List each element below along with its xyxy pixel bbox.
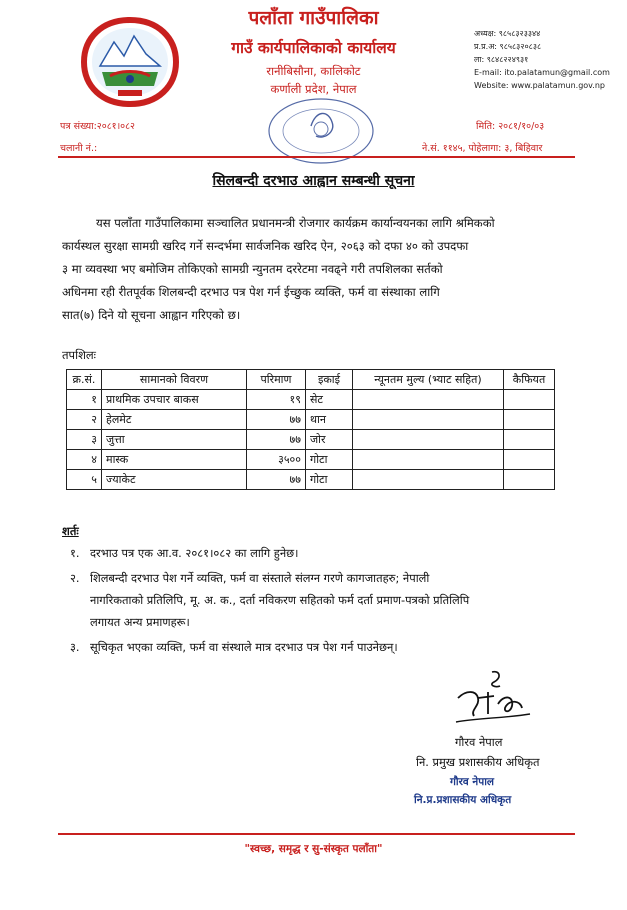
- table-header-row: [67, 370, 555, 390]
- header-divider: [58, 156, 575, 158]
- cell-remarks: [504, 410, 555, 430]
- condition-item: [70, 636, 580, 658]
- table-row: [67, 410, 555, 430]
- condition-line: दरभाउ पत्र एक आ.व. २०८१।०८२ का लागि हुनेछ।: [90, 546, 299, 560]
- condition-item: [70, 542, 580, 564]
- cell-price: [353, 430, 504, 450]
- cell-price: [353, 410, 504, 430]
- org-name: पलाँता गाउँपालिका: [248, 7, 379, 29]
- header-cell: सामानको विवरण: [102, 370, 247, 390]
- conditions-list: [70, 542, 580, 658]
- condition-item: [70, 567, 580, 633]
- cell-unit: थान: [306, 410, 353, 430]
- cell-unit: गोटा: [306, 450, 353, 470]
- cell-sn: १: [67, 390, 102, 410]
- cell-remarks: [504, 450, 555, 470]
- condition-number: २.: [70, 571, 80, 585]
- table-row: [67, 470, 555, 490]
- notice-body: [62, 212, 582, 327]
- patra-sankhya: पत्र संख्या:२०८१।०८२: [60, 121, 135, 132]
- condition-line: लगायत अन्य प्रमाणहरू।: [90, 615, 190, 629]
- body-line: ३ मा व्यवस्था भए बमोजिम तोकिएको सामग्री न्युनतम दररेटमा नवढ्ने गरी तपशिलका सर्तको: [62, 262, 443, 276]
- condition-line: नागरिकताको प्रतिलिपि, मू. अ. क., दर्ता नविकरण सहितको फर्म दर्ता प्रमाण-पत्रको प्रतिलिपि: [90, 593, 470, 607]
- cell-unit: गोटा: [306, 470, 353, 490]
- office-name: गाउँ कार्यपालिकाको कार्यालय: [231, 39, 396, 57]
- footer-divider: [58, 833, 575, 835]
- cell-item: ज्याकेट: [102, 470, 247, 490]
- cell-sn: ३: [67, 430, 102, 450]
- cell-price: [353, 450, 504, 470]
- cell-unit: सेट: [306, 390, 353, 410]
- cell-qty: ३५००: [247, 450, 306, 470]
- header-cell: परिमाण: [247, 370, 306, 390]
- cell-sn: २: [67, 410, 102, 430]
- nepal-samvat-date: ने.सं. ११४५, पोहेलागा: ३, बिहिवार: [422, 143, 543, 154]
- footer-slogan: "स्वच्छ, समृद्ध र सु-संस्कृत पलाँता": [244, 843, 383, 855]
- table-row: [67, 450, 555, 470]
- cell-sn: ५: [67, 470, 102, 490]
- contact-line: प्र.प्र.अ: ९८५८३२०८३८: [474, 42, 542, 51]
- header-cell: कैफियत: [504, 370, 555, 390]
- condition-number: ३.: [70, 640, 80, 654]
- cell-qty: ७७: [247, 470, 306, 490]
- cell-price: [353, 390, 504, 410]
- cell-qty: ७७: [247, 430, 306, 450]
- website-line: Website: www.palatamun.gov.np: [474, 81, 605, 90]
- contact-line: ला: ९८४८२२४९३१: [474, 55, 529, 64]
- contact-block: [474, 27, 610, 92]
- cell-item: हेलमेट: [102, 410, 247, 430]
- table-row: [67, 430, 555, 450]
- miti-date: मिति: २०८१/१०/०३: [476, 121, 545, 132]
- cell-item: मास्क: [102, 450, 247, 470]
- table-row: [67, 390, 555, 410]
- handwritten-signature: [448, 668, 538, 730]
- header-cell: क्र.सं.: [67, 370, 102, 390]
- signatory-designation: नि. प्रमुख प्रशासकीय अधिकृत: [416, 755, 540, 769]
- address: रानीबिसौना, कालिकोट: [266, 64, 361, 78]
- header-cell: न्यूनतम मुल्य (भ्याट सहित): [353, 370, 504, 390]
- condition-number: १.: [70, 546, 80, 560]
- stamp-designation: नि.प्र.प्रशासकीय अधिकृत: [414, 794, 512, 806]
- cell-item: जुत्ता: [102, 430, 247, 450]
- table-label: तपशिलः: [62, 348, 97, 362]
- items-table: [66, 369, 555, 490]
- cell-unit: जोर: [306, 430, 353, 450]
- cell-qty: ७७: [247, 410, 306, 430]
- chalani-number: चलानी नं.:: [60, 143, 98, 154]
- cell-remarks: [504, 470, 555, 490]
- cell-price: [353, 470, 504, 490]
- condition-line: सूचिकृत भएका व्यक्ति, फर्म वा संस्थाले मात्र दरभाउ पत्र पेश गर्न पाउनेछन्।: [90, 640, 398, 654]
- cell-sn: ४: [67, 450, 102, 470]
- body-line: यस पलाँता गाउँपालिकामा सञ्चालित प्रधानमन्त्री रोजगार कार्यक्रम कार्यान्वयनका लागि श्रमिकको: [96, 216, 495, 230]
- body-line: कार्यस्थल सुरक्षा सामग्री खरिद गर्ने सन्दर्भमा सार्वजनिक खरिद ऐन, २०६३ को दफा ४० को उपदफा: [62, 239, 469, 253]
- signatory-name: गौरव नेपाल: [455, 735, 503, 749]
- cell-remarks: [504, 430, 555, 450]
- body-line: सात(७) दिने यो सूचना आह्वान गरिएको छ।: [62, 308, 241, 322]
- header-cell: इकाई: [306, 370, 353, 390]
- notice-subject: सिलबन्दी दरभाउ आह्वान सम्बन्धी सूचना: [212, 173, 415, 189]
- province: कर्णाली प्रदेश, नेपाल: [270, 82, 357, 96]
- body-line: अधिनमा रही रीतपूर्वक शिलबन्दी दरभाउ पत्र पेश गर्न ईच्छुक व्यक्ति, फर्म वा संस्थाका लागि: [62, 285, 440, 299]
- stamp-name: गौरव नेपाल: [450, 776, 495, 788]
- contact-line: अध्यक्ष: ९८५८३२३३४४: [474, 29, 541, 38]
- cell-item: प्राथमिक उपचार बाकस: [102, 390, 247, 410]
- email-line: E-mail: ito.palatamun@gmail.com: [474, 68, 610, 77]
- cell-remarks: [504, 390, 555, 410]
- condition-line: शिलबन्दी दरभाउ पेश गर्ने व्यक्ति, फर्म वा संस्ताले संलग्न गरणे कागजातहरु; नेपाली: [90, 571, 430, 585]
- cell-qty: १९: [247, 390, 306, 410]
- conditions-label: शर्तः: [62, 524, 79, 538]
